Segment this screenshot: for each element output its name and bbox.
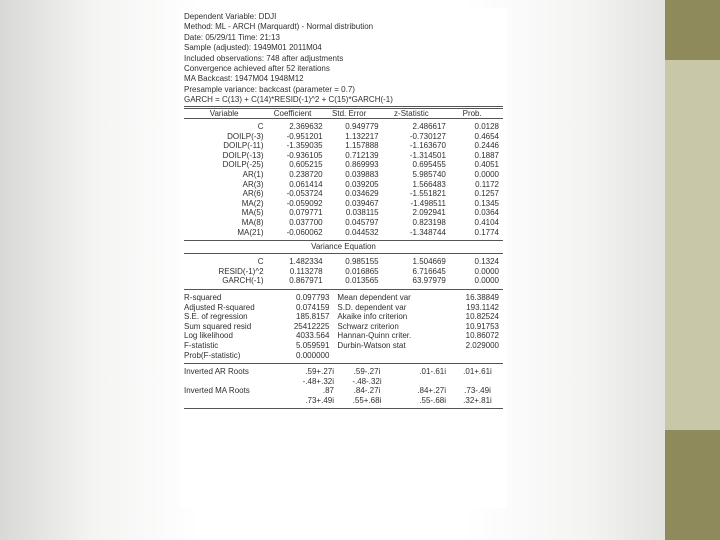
table-cell: 0.000000	[296, 350, 330, 360]
table-cell: 0.016865	[345, 266, 379, 276]
header-line: Included observations: 748 after adjustments	[184, 53, 344, 63]
table-cell: 0.038115	[345, 208, 379, 218]
header-line: Presample variance: backcast (parameter = 0.7)	[184, 84, 355, 94]
table-cell: 10.82524	[465, 312, 499, 322]
table-cell: DOILP(-3)	[227, 131, 264, 141]
table-cell: 0.867971	[289, 276, 323, 286]
table-cell: MA(5)	[241, 208, 264, 218]
table-cell: Adjusted R-squared	[184, 302, 255, 312]
table-cell: 0.113278	[289, 266, 323, 276]
table-cell: 10.91753	[465, 321, 499, 331]
table-cell: AR(6)	[242, 189, 264, 199]
statistic-row	[184, 322, 503, 332]
summary-statistics-table	[184, 293, 503, 360]
table-cell: -1.498511	[410, 198, 446, 208]
coefficient-row	[184, 199, 503, 209]
table-cell: C	[257, 257, 264, 267]
table-cell: .84-.27i	[353, 386, 381, 396]
table-cell: RESID(-1)^2	[218, 266, 264, 276]
mean-equation-table	[184, 122, 503, 237]
coefficient-row	[184, 189, 503, 199]
table-cell: 0.1887	[474, 150, 499, 160]
table-cell: -0.059092	[286, 198, 323, 208]
header-line: Method: ML - ARCH (Marquardt) - Normal distribution	[184, 22, 374, 32]
table-cell: 0.712139	[345, 150, 379, 160]
table-cell	[337, 351, 443, 361]
coefficient-row	[184, 228, 503, 238]
variance-equation-title: Variance Equation	[311, 242, 376, 252]
statistic-row	[184, 293, 503, 303]
regression-output-document	[180, 8, 507, 508]
table-cell: 0.074159	[296, 302, 330, 312]
table-cell: 0.0000	[474, 170, 499, 180]
table-cell: 0.4104	[474, 218, 499, 228]
table-cell: 0.039883	[345, 170, 379, 180]
table-cell	[443, 351, 503, 361]
table-cell: 0.061414	[289, 179, 323, 189]
table-cell: 10.86072	[465, 331, 499, 341]
table-cell	[184, 377, 276, 387]
table-cell: DOILP(-11)	[223, 141, 264, 151]
table-cell: .59+.27i	[305, 367, 334, 377]
table-cell: 1.566483	[412, 179, 446, 189]
roots-row	[184, 386, 505, 396]
table-cell: 0.045797	[345, 218, 379, 228]
table-cell: .32+.81i	[463, 395, 492, 405]
table-cell: .55-.68i	[419, 395, 446, 405]
table-cell: 25412225	[293, 321, 330, 331]
table-cell: 0.1172	[475, 179, 499, 189]
table-cell: F-statistic	[184, 340, 219, 350]
statistic-row	[184, 341, 503, 351]
statistic-row	[184, 331, 503, 341]
table-cell: -0.951201	[286, 131, 323, 141]
header-line: Dependent Variable: DDJI	[184, 12, 277, 21]
table-cell: -.48-.32i	[352, 376, 382, 386]
table-cell: MA(8)	[241, 218, 264, 228]
table-cell: 0.039205	[345, 179, 379, 189]
variance-row	[184, 276, 503, 286]
table-cell	[184, 396, 276, 406]
table-cell: AR(3)	[242, 179, 264, 189]
column-header-table	[184, 109, 503, 119]
table-cell: Akaike info criterion	[337, 312, 408, 322]
table-cell: 0.0000	[474, 276, 499, 286]
table-cell: 185.8157	[296, 312, 330, 322]
coefficient-row	[184, 141, 503, 151]
decorative-block-bottom	[665, 430, 720, 540]
roots-row	[184, 377, 505, 387]
column-header: Variable	[209, 108, 239, 118]
column-header-row	[184, 109, 503, 119]
table-cell: 2.369632	[289, 122, 323, 132]
decorative-block-top	[665, 0, 720, 60]
table-cell: Schwarz criterion	[337, 321, 399, 331]
header-line: MA Backcast: 1947M04 1948M12	[184, 74, 304, 84]
table-cell: .01+.61i	[463, 367, 492, 377]
column-header: z-Statistic	[394, 108, 429, 118]
coefficient-row	[184, 170, 503, 180]
header-line: GARCH = C(13) + C(14)*RESID(-1)^2 + C(15)*GARCH(-1)	[184, 95, 393, 105]
statistic-row	[184, 351, 503, 361]
table-cell: 2.092941	[412, 208, 446, 218]
table-cell: -1.314501	[409, 150, 446, 160]
table-cell: Hannan-Quinn criter.	[337, 331, 412, 341]
statistic-row	[184, 303, 503, 313]
table-cell: S.E. of regression	[184, 312, 248, 322]
table-cell: -0.936105	[286, 150, 323, 160]
table-cell: C	[257, 122, 264, 132]
table-cell: 1.157888	[345, 141, 379, 151]
table-cell: 63.97979	[412, 276, 446, 286]
table-cell: .59-.27i	[353, 367, 381, 377]
coefficient-row	[184, 180, 503, 190]
table-cell: Log likelihood	[184, 331, 233, 341]
inverted-roots-table	[184, 367, 505, 405]
table-cell: Durbin-Watson stat	[337, 340, 406, 350]
table-cell: .55+.68i	[352, 395, 382, 405]
coefficient-row	[184, 218, 503, 228]
table-cell: -0.730127	[409, 131, 446, 141]
table-cell: S.D. dependent var	[337, 302, 407, 312]
header-line: Convergence achieved after 52 iterations	[184, 63, 330, 73]
table-cell: -0.053724	[286, 189, 323, 199]
coefficient-row	[184, 132, 503, 142]
table-cell: 0.037700	[289, 218, 323, 228]
table-cell: AR(1)	[242, 170, 264, 180]
table-cell: 0.4654	[474, 131, 499, 141]
table-cell: 0.2446	[474, 141, 499, 151]
table-cell: 0.0000	[474, 266, 499, 276]
roots-row	[184, 396, 505, 406]
table-cell: 0.1774	[474, 227, 499, 237]
table-cell: 5.059591	[296, 340, 330, 350]
table-cell: Mean dependent var	[337, 293, 411, 303]
table-cell: 193.1142	[466, 302, 499, 312]
table-cell: 0.605215	[289, 160, 323, 170]
table-cell: -0.060062	[286, 227, 323, 237]
header-line: Date: 05/29/11 Time: 21:13	[184, 32, 280, 42]
table-cell: -1.551821	[409, 189, 446, 199]
table-cell: 0.0128	[474, 122, 499, 132]
table-cell	[450, 377, 505, 387]
table-cell: 0.985155	[345, 257, 379, 267]
table-cell: -1.348744	[409, 227, 446, 237]
table-cell: 6.716645	[412, 266, 446, 276]
estimation-header	[180, 8, 507, 106]
table-cell: 0.013565	[345, 276, 379, 286]
table-cell: 0.1345	[474, 198, 499, 208]
table-cell: .01-.61i	[419, 367, 446, 377]
table-cell: 0.044532	[345, 227, 379, 237]
table-cell: 1.504669	[412, 257, 446, 267]
table-cell: 0.238720	[289, 170, 323, 180]
table-cell: 16.38849	[465, 293, 499, 303]
table-cell: 0.097793	[296, 293, 330, 303]
table-cell: DOILP(-25)	[222, 160, 264, 170]
table-cell: -1.163670	[409, 141, 446, 151]
table-cell: DOILP(-13)	[222, 150, 264, 160]
table-cell: -1.359035	[286, 141, 323, 151]
table-cell: 4033.564	[296, 331, 330, 341]
column-header: Prob.	[462, 108, 482, 118]
statistic-row	[184, 312, 503, 322]
table-cell: 0.1257	[474, 189, 499, 199]
table-cell: 0.0364	[474, 208, 499, 218]
table-cell: GARCH(-1)	[222, 276, 264, 286]
table-cell: .84+.27i	[417, 386, 446, 396]
table-cell: 0.039467	[345, 198, 379, 208]
table-cell: 0.823198	[412, 218, 446, 228]
table-cell: 0.034629	[345, 189, 379, 199]
table-cell: 0.079771	[289, 208, 323, 218]
header-line: Sample (adjusted): 1949M01 2011M04	[184, 43, 322, 53]
table-cell: 0.4051	[474, 160, 499, 170]
table-cell: .73+.49i	[305, 395, 334, 405]
table-cell: .87	[322, 386, 334, 396]
table-cell: 0.1324	[474, 257, 499, 267]
table-cell: Prob(F-statistic)	[184, 350, 241, 360]
variance-row	[184, 257, 503, 267]
roots-row	[184, 367, 505, 377]
column-header: Std. Error	[332, 108, 367, 118]
table-cell: R-squared	[184, 293, 222, 303]
table-cell: 0.949779	[345, 122, 379, 132]
table-cell: 1.132217	[345, 131, 379, 141]
divider	[184, 408, 503, 409]
table-cell: .73-.49i	[464, 386, 491, 396]
table-cell: -.48+.32i	[302, 376, 334, 386]
table-cell: 1.482334	[289, 257, 323, 267]
coefficient-row	[184, 122, 503, 132]
table-cell: 2.029000	[465, 340, 499, 350]
variance-equation-table	[184, 257, 503, 286]
table-cell: Sum squared resid	[184, 321, 252, 331]
table-cell: MA(2)	[241, 198, 264, 208]
table-cell: 2.486617	[412, 122, 446, 132]
column-header: Coefficient	[273, 108, 312, 118]
table-cell: 5.985740	[412, 170, 446, 180]
table-cell: Inverted MA Roots	[184, 386, 250, 396]
table-cell: Inverted AR Roots	[184, 367, 249, 377]
coefficient-row	[184, 160, 503, 170]
table-cell	[396, 377, 450, 387]
variance-row	[184, 267, 503, 277]
table-cell: 0.695455	[412, 160, 446, 170]
table-cell: MA(21)	[237, 227, 264, 237]
table-cell: 0.869993	[345, 160, 379, 170]
decorative-side-band	[665, 0, 720, 540]
coefficient-row	[184, 151, 503, 161]
divider	[184, 106, 503, 107]
coefficient-row	[184, 208, 503, 218]
